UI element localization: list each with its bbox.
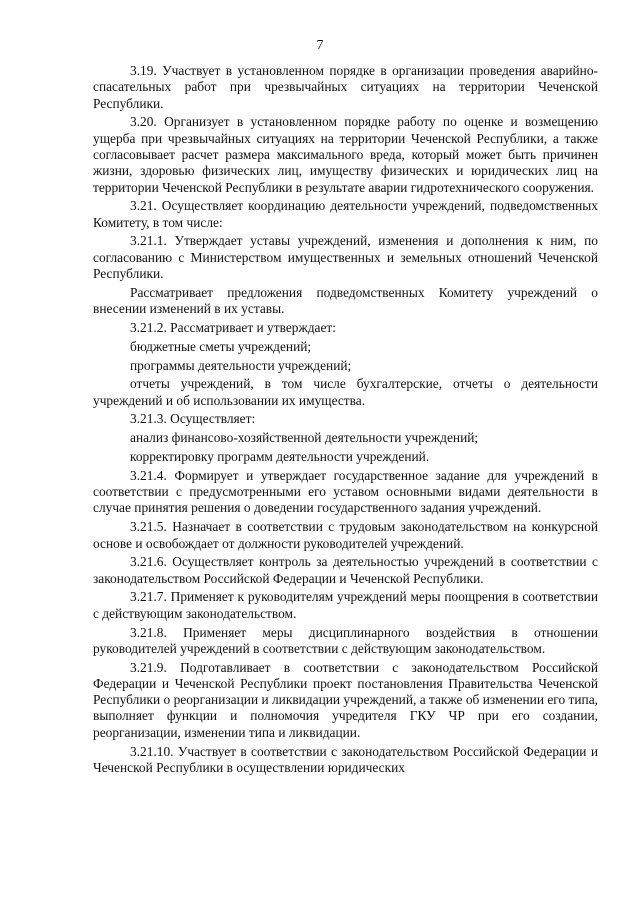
paragraph-3-21-9: 3.21.9. Подготавливает в соответствии с законодательством Российской Федерации и Чеченской Республики проект постановления Правительства Чеченской Республики о реорганизации и ликвидации учреждений, а также об изменении его типа, выполняет функции и полномочия учредителя ГКУ ЧР при его создании, реорганизации, изменении типа и ликвидации. — [93, 659, 598, 740]
list-item-analysis: анализ финансово-хозяйственной деятельности учреждений; — [130, 430, 479, 446]
paragraph-proposals: Рассматривает предложения подведомственных Комитету учреждений о внесении изменений в их уставы. — [93, 284, 598, 317]
paragraph-3-21-10: 3.21.10. Участвует в соответствии с законодательством Российской Федерации и Чеченской Республики в осуществлении юридических — [93, 743, 598, 775]
list-item-budget-estimates: бюджетные сметы учреждений; — [130, 338, 312, 354]
paragraph-3-21-5: 3.21.5. Назначает в соответствии с трудовым законодательством на конкурсной основе и освобождает от должности руководителей учреждений. — [93, 519, 598, 551]
paragraph-3-21-7: 3.21.7. Применяет к руководителям учреждений меры поощрения в соответствии с действующим законодательством. — [93, 589, 598, 621]
list-item-reports: отчеты учреждений, в том числе бухгалтерские, отчеты о деятельности учреждений и об использовании их имущества. — [93, 376, 598, 408]
paragraph-3-21-3: 3.21.3. Осуществляет: — [130, 411, 256, 427]
paragraph-3-21-2: 3.21.2. Рассматривает и утверждает: — [130, 319, 337, 335]
paragraph-3-21-8: 3.21.8. Применяет меры дисциплинарного воздействия в отношении руководителей учреждений в соответствии с действующим законодательством. — [93, 624, 598, 656]
paragraph-3-20: 3.20. Организует в установленном порядке работу по оценке и возмещению ущерба при чрезвычайных ситуациях на территории Чеченской Республики, а также согласовывает расчет размера максимального вреда, который может быть причинен жизни, здоровью физических лиц, имуществу физических и юридических лиц на территории Чеченской Республики в результате аварии гидротехнического сооружения. — [93, 114, 598, 195]
document-body — [93, 63, 598, 779]
page-number: 7 — [316, 37, 324, 52]
paragraph-3-21: 3.21. Осуществляет координацию деятельности учреждений, подведомственных Комитету, в том числе: — [93, 198, 598, 230]
list-item-adjustment: корректировку программ деятельности учреждений. — [130, 449, 430, 465]
paragraph-3-19: 3.19. Участвует в установленном порядке в организации проведения аварийно-спасательных работ при чрезвычайных ситуациях на территории Чеченской Республики. — [93, 63, 598, 111]
paragraph-3-21-4: 3.21.4. Формирует и утверждает государственное задание для учреждений в соответствии с предусмотренными его уставом основными видами деятельности в случае принятия решения о доведении государственного задания учреждений. — [93, 467, 598, 516]
paragraph-3-21-1: 3.21.1. Утверждает уставы учреждений, изменения и дополнения к ним, по согласованию с Министерством имущественных и земельных отношений Чеченской Республики. — [93, 233, 598, 282]
paragraph-3-21-6: 3.21.6. Осуществляет контроль за деятельностью учреждений в соответствии с законодательством Российской Федерации и Чеченской Республики. — [93, 554, 598, 586]
list-item-programs: программы деятельности учреждений; — [130, 357, 352, 373]
